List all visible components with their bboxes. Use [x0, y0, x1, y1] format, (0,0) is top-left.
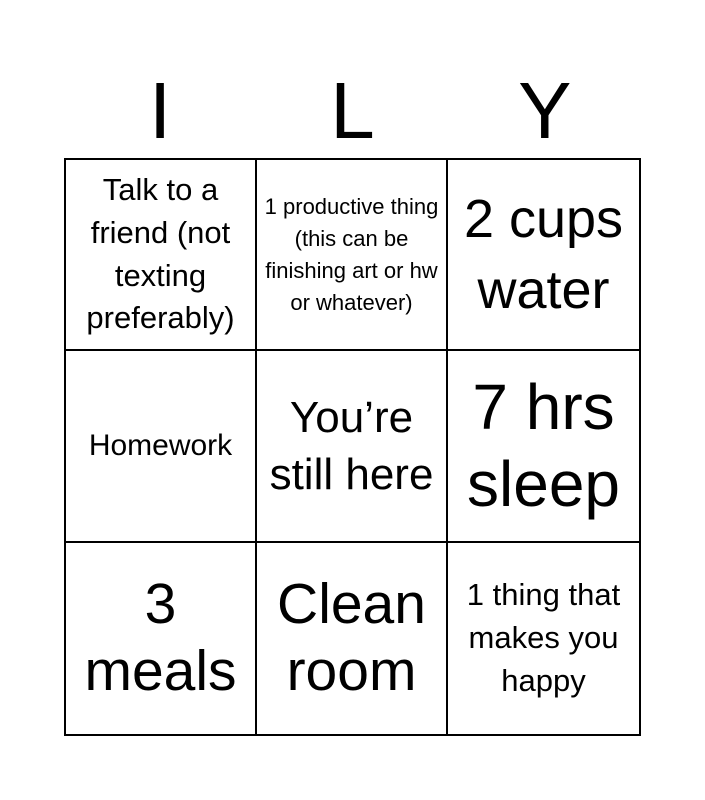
header-letter-l: L: [330, 66, 375, 155]
bingo-cell-water[interactable]: 2 cups water: [448, 160, 639, 351]
bingo-cell-clean-room[interactable]: Clean room: [257, 543, 448, 734]
bingo-cell-still-here[interactable]: You’re still here: [257, 351, 448, 542]
bingo-board: [64, 158, 641, 736]
bingo-cell-talk-to-friend[interactable]: Talk to a friend (not texting preferably): [66, 160, 257, 351]
bingo-header: [64, 68, 641, 154]
bingo-cell-homework[interactable]: Homework: [66, 351, 257, 542]
bingo-cell-happy-thing[interactable]: 1 thing that makes you happy: [466, 577, 621, 698]
bingo-cell-meals[interactable]: 3 meals: [66, 543, 257, 734]
header-letter-i: I: [149, 66, 172, 155]
header-letter-y: Y: [518, 66, 572, 155]
bingo-cell-productive-thing[interactable]: 1 productive thing (this can be finishing art or hw or whatever): [257, 160, 448, 351]
bingo-cell-sleep[interactable]: 7 hrs sleep: [448, 351, 639, 542]
